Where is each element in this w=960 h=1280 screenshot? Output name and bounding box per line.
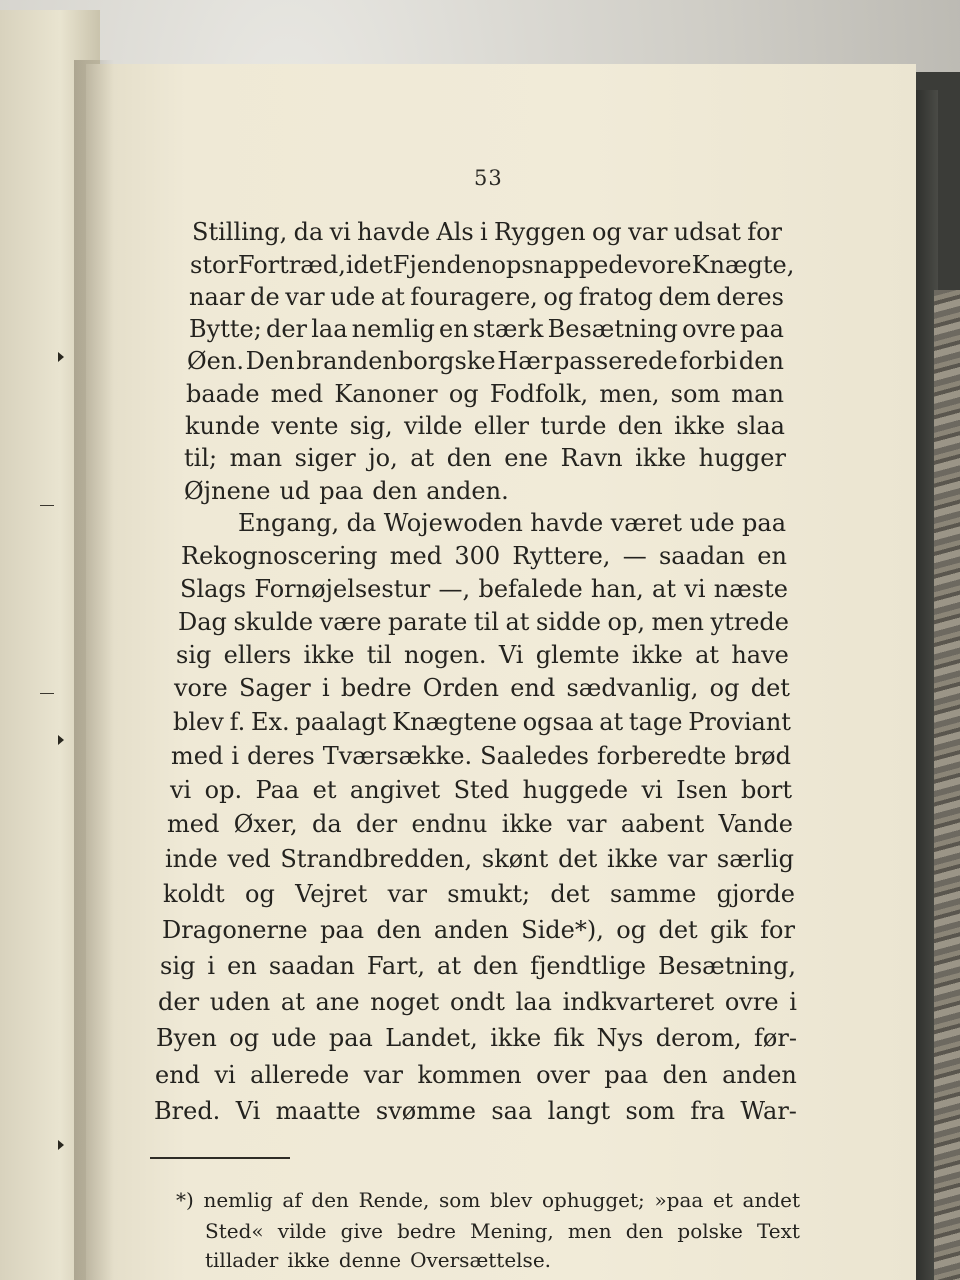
text-line: Rekognoscering med 300 Ryttere, — saadan en	[181, 542, 787, 570]
text-line: Øjnene ud paa den anden.	[184, 477, 509, 505]
text-line: Bred. Vi maatte svømme saa langt som fra War-	[154, 1097, 797, 1125]
text-line: Engang, da Wojewoden havde været ude paa	[238, 509, 786, 537]
text-line: end vi allerede var kommen over paa den anden	[155, 1061, 797, 1089]
text-line: Dragonerne paa den anden Side*), og det gik for	[162, 916, 795, 944]
footnote-line: Sted« vilde give bedre Mening, men den polske Text	[205, 1219, 800, 1243]
text-line: Øen. Den brandenborgske Hær passerede forbi den	[187, 347, 784, 375]
text-line: baade med Kanoner og Fodfolk, men, som man	[186, 380, 784, 408]
margin-marker	[58, 352, 64, 362]
margin-marker	[58, 735, 64, 745]
text-line: vore Sager i bedre Orden end sædvanlig, og det	[174, 674, 790, 702]
text-line: stor Fortræd, idet Fjenden opsnappede vore Knægte,	[190, 251, 795, 279]
text-line: sig ellers ikke til nogen. Vi glemte ikke at have	[176, 641, 789, 669]
text-line: koldt og Vejret var smukt; det samme gjorde	[163, 880, 795, 908]
text-line: kunde vente sig, vilde eller turde den ikke slaa	[185, 412, 785, 440]
text-line: Slags Fornøjelsestur —, befalede han, at vi næste	[180, 575, 788, 603]
text-line: med i deres Tværsække. Saaledes forberedte brød	[171, 742, 791, 770]
text-line: sig i en saadan Fart, at den fjendtlige Besætning,	[160, 952, 796, 980]
text-line: vi op. Paa et angivet Sted huggede vi Isen bort	[170, 776, 792, 804]
text-line: Byen og ude paa Landet, ikke fik Nys derom, før-	[156, 1024, 797, 1052]
text-line: inde ved Strandbredden, skønt det ikke var særlig	[165, 845, 794, 873]
text-line: blev f. Ex. paalagt Knægtene ogsaa at tage Proviant	[173, 708, 791, 736]
footnote-line: tillader ikke denne Oversættelse.	[205, 1248, 552, 1272]
text-line: Bytte; der laa nemlig en stærk Besætning ovre paa	[189, 315, 784, 343]
footnote-rule	[150, 1157, 290, 1159]
text-line: Dag skulde være parate til at sidde op, men ytrede	[178, 608, 789, 636]
text-line: med Øxer, da der endnu ikke var aabent Vande	[167, 810, 793, 838]
marbled-cover-edge	[934, 290, 960, 1280]
page-number: 53	[474, 166, 503, 190]
text-line: Stilling, da vi havde Als i Ryggen og var udsat for	[192, 218, 782, 246]
margin-tick	[40, 505, 54, 506]
text-line: til; man siger jo, at den ene Ravn ikke hugger	[184, 444, 786, 472]
margin-tick	[40, 693, 54, 694]
page-gutter	[74, 60, 114, 1280]
footnote-line: *) nemlig af den Rende, som blev ophugget; »paa et andet	[176, 1188, 800, 1212]
margin-marker	[58, 1140, 64, 1150]
text-line: naar de var ude at fouragere, og fratog dem deres	[189, 283, 784, 311]
text-line: der uden at ane noget ondt laa indkvarteret ovre i	[158, 988, 797, 1016]
